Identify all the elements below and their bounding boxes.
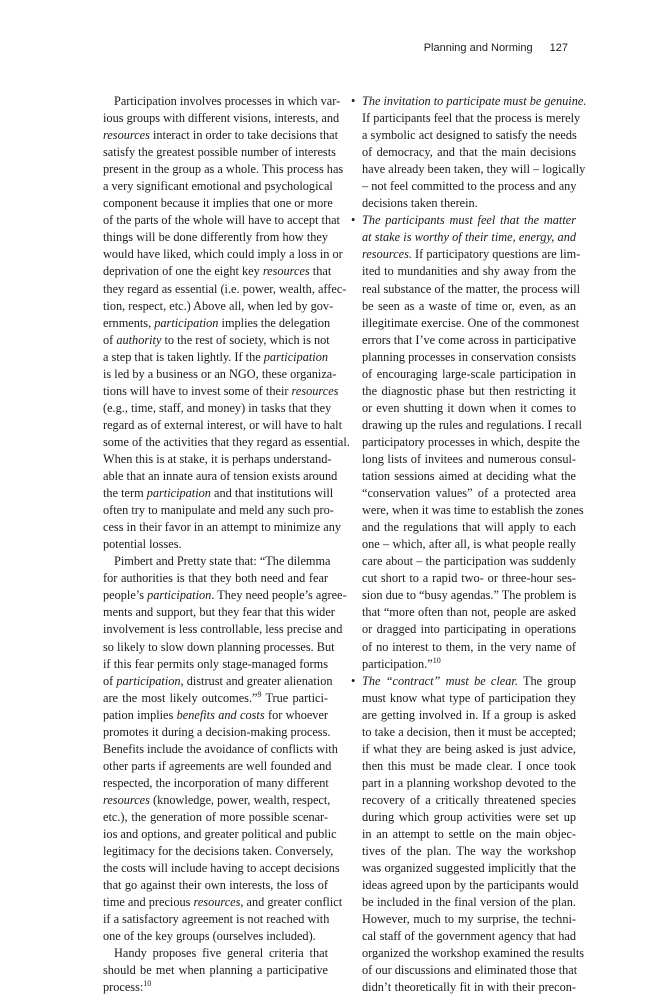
text-line: of democracy, and that the main decisions <box>362 145 576 160</box>
text-line: if this fear permits only stage-managed forms <box>103 656 328 671</box>
text-line: or dragged into participating in operations <box>362 622 576 637</box>
text-line: if what they are being asked is just advice, <box>362 741 576 756</box>
text-line: sion due to “busy agendas.” The problem is <box>362 588 577 603</box>
text-line: tion, respect, etc.) Above all, when led by gov- <box>103 298 334 313</box>
text-line: should be met when planning a participative <box>103 963 328 978</box>
text-line: – not feel committed to the process and any <box>362 179 577 194</box>
text-line: errors that I’ve come across in participative <box>362 332 576 347</box>
text-line: are getting involved in. If a group is asked <box>362 707 576 722</box>
text-line: or even shutting it down when it comes to <box>362 400 576 415</box>
text-line: often try to manipulate and meld any such pro- <box>103 503 334 518</box>
text-line: Handy proposes five general criteria that <box>114 946 328 961</box>
text-line: “conservation values” of a protected area <box>362 486 576 501</box>
text-line: tives of the plan. The way the workshop <box>362 844 576 859</box>
text-line: that “more often than not, people are asked <box>362 605 576 620</box>
text-line: of authority to the rest of society, which is not <box>103 332 330 347</box>
text-line: tation sessions aimed at deciding what the <box>362 469 576 484</box>
text-line: ios and options, and greater political and public <box>103 827 337 842</box>
text-line: resources (knowledge, power, wealth, respect, <box>103 792 331 807</box>
left-text-column <box>103 93 350 996</box>
text-line: involvement is less controllable, less precise and <box>103 622 343 637</box>
text-line: so likely to slow down planning processes. But <box>103 639 335 654</box>
text-line: during which group activities were set up <box>362 809 576 824</box>
text-line: legitimacy for the decisions taken. Conversely, <box>103 844 334 859</box>
text-line: (e.g., time, staff, and money) in tasks that they <box>103 400 332 415</box>
text-line: ious groups with different visions, interests, and <box>103 111 340 126</box>
text-line: cal staff of the government agency that had <box>362 929 576 944</box>
text-line: people’s participation. They need people’s agree- <box>103 588 347 603</box>
text-line: in an attempt to settle on the main objec- <box>362 827 576 842</box>
text-line: be seen as a waste of time or, even, as an <box>362 298 576 313</box>
text-line: recovery of a critically threatened species <box>362 792 576 807</box>
text-line: a step that is taken lightly. If the participation <box>103 349 328 364</box>
text-line: were, when it was time to establish the zones <box>362 503 584 518</box>
text-line: • The participants must feel that the matter <box>351 212 576 229</box>
text-line: respected, the incorporation of many different <box>103 775 329 790</box>
text-line: However, much to my surprise, the techni- <box>362 912 576 927</box>
text-line: that go against their own interests, the loss of <box>103 878 328 893</box>
text-line: Benefits include the avoidance of conflicts with <box>103 741 338 756</box>
text-line: to take a decision, then it must be accepted; <box>362 724 577 739</box>
text-line: If participants feel that the process is merely <box>362 111 581 126</box>
text-line: of participation, distrust and greater alienation <box>103 673 333 688</box>
text-line: some of the activities that they regard as essential. <box>103 434 350 449</box>
text-line: cut short to a rapid two- or three-hour ses- <box>362 571 576 586</box>
text-line: long lists of invitees and numerous consul- <box>362 451 576 466</box>
text-line: Pimbert and Pretty state that: “The dilemma <box>114 554 331 569</box>
text-line: are the most likely outcomes.”$^9$ True partici- <box>103 689 328 705</box>
text-line: decisions taken therein. <box>362 196 478 211</box>
text-line: cess in their favor in an attempt to minimize any <box>103 520 342 535</box>
text-line: time and precious resources, and greater conflict <box>103 895 343 910</box>
text-line: have already been taken, they will – logically <box>362 162 586 177</box>
text-line: the diagnostic phase but then restricting it <box>362 383 576 398</box>
text-line: tions will have to invest some of their resources <box>103 383 339 398</box>
text-line: ments and support, but they fear that this wider <box>103 605 335 620</box>
text-line: resources. If participatory questions are lim- <box>362 247 581 262</box>
text-line: the term participation and that institutions will <box>103 486 334 501</box>
text-line: be included in the final version of the plan. <box>362 895 576 910</box>
text-line: they regard as essential (i.e. power, wealth, affec- <box>103 281 347 296</box>
bullet-marker: • <box>351 673 356 688</box>
text-line: process:$^{10}$ <box>103 979 152 995</box>
text-line: and the regulations that will apply to each <box>362 520 576 535</box>
text-line: Participation involves processes in which var- <box>114 94 341 108</box>
text-line: able that an innate aura of tension exists around <box>103 469 338 484</box>
text-line: one of the key groups (ourselves included). <box>103 929 316 944</box>
text-line: regard as of external interest, or will have to halt <box>103 417 343 432</box>
text-line: ideas agreed upon by the participants would <box>362 878 579 893</box>
text-line: participatory processes in which, despite the <box>362 434 580 449</box>
text-line: is led by a business or an NGO, these organiza- <box>103 366 337 381</box>
text-line: things will be done differently from how they <box>103 230 328 245</box>
text-line: would have liked, which could imply a loss in or <box>103 247 343 262</box>
text-line: ited to mundanities and shy away from the <box>362 264 576 279</box>
bullet-marker: • <box>351 94 356 108</box>
text-line: ernments, participation implies the delegation <box>103 315 331 330</box>
text-line: was organized suggested implicitly that the <box>362 861 576 876</box>
text-line: for authorities is that they both need and fear <box>103 571 328 586</box>
text-line: of encouraging large-scale participation in <box>362 366 576 381</box>
running-header <box>424 42 568 54</box>
right-text-column <box>351 93 587 996</box>
page-number: 127 <box>549 42 568 54</box>
text-line: promotes it during a decision-making process. <box>103 724 331 739</box>
text-line: of the parts of the whole will have to accept that <box>103 213 340 228</box>
text-line: must know what type of participation they <box>362 690 576 705</box>
text-line: component because it implies that one or more <box>103 196 333 211</box>
text-line: When this is at stake, it is perhaps understand- <box>103 451 332 466</box>
text-line: satisfy the greatest possible number of interests <box>103 145 336 160</box>
text-line: other parts if agreements are well founded and <box>103 758 332 773</box>
text-line: illegitimate exercise. One of the commonest <box>362 315 580 330</box>
text-line: drawing up the rules and regulations. I recall <box>362 417 582 432</box>
text-line: • The “contract” must be clear. The group <box>351 673 576 690</box>
bullet-marker: • <box>351 213 356 228</box>
text-line: of our discussions and eliminated those that <box>362 963 578 978</box>
text-line: part in a planning workshop devoted to the <box>362 775 576 790</box>
text-line: one – which, after all, is what people really <box>362 537 576 552</box>
text-line: of no interest to them, in the very name of <box>362 639 576 654</box>
text-line: then this must be made clear. I once took <box>362 758 576 773</box>
text-line: planning processes in conservation consists <box>362 349 576 364</box>
text-line: • The invitation to participate must be genuine. <box>351 93 576 110</box>
running-head-title: Planning and Norming <box>423 42 533 54</box>
text-line: etc.), the generation of more possible scenar- <box>103 809 328 824</box>
text-line: care about – the participation was suddenly <box>362 554 576 569</box>
text-line: a very significant emotional and psychological <box>103 179 333 194</box>
text-line: if a satisfactory agreement is not reached with <box>103 912 330 927</box>
text-line: real substance of the matter, the process will <box>362 281 581 296</box>
text-line: potential losses. <box>103 537 182 552</box>
text-line: at stake is worthy of their time, energy, and <box>362 230 576 245</box>
text-line: resources interact in order to take decisions that <box>103 128 339 143</box>
text-line: present in the group as a whole. This process has <box>103 162 344 177</box>
text-line: the costs will include having to accept decisions <box>103 861 340 876</box>
text-line: didn’t theoretically fit in with their precon- <box>362 980 576 995</box>
text-line: a symbolic act designed to satisfy the needs <box>362 128 577 143</box>
text-line: pation implies benefits and costs for whoever <box>103 707 328 722</box>
text-line: participation.”$^{10}$ <box>362 655 441 671</box>
text-line: organized the workshop examined the results <box>362 946 585 961</box>
text-line: deprivation of one the eight key resources that <box>103 264 332 279</box>
